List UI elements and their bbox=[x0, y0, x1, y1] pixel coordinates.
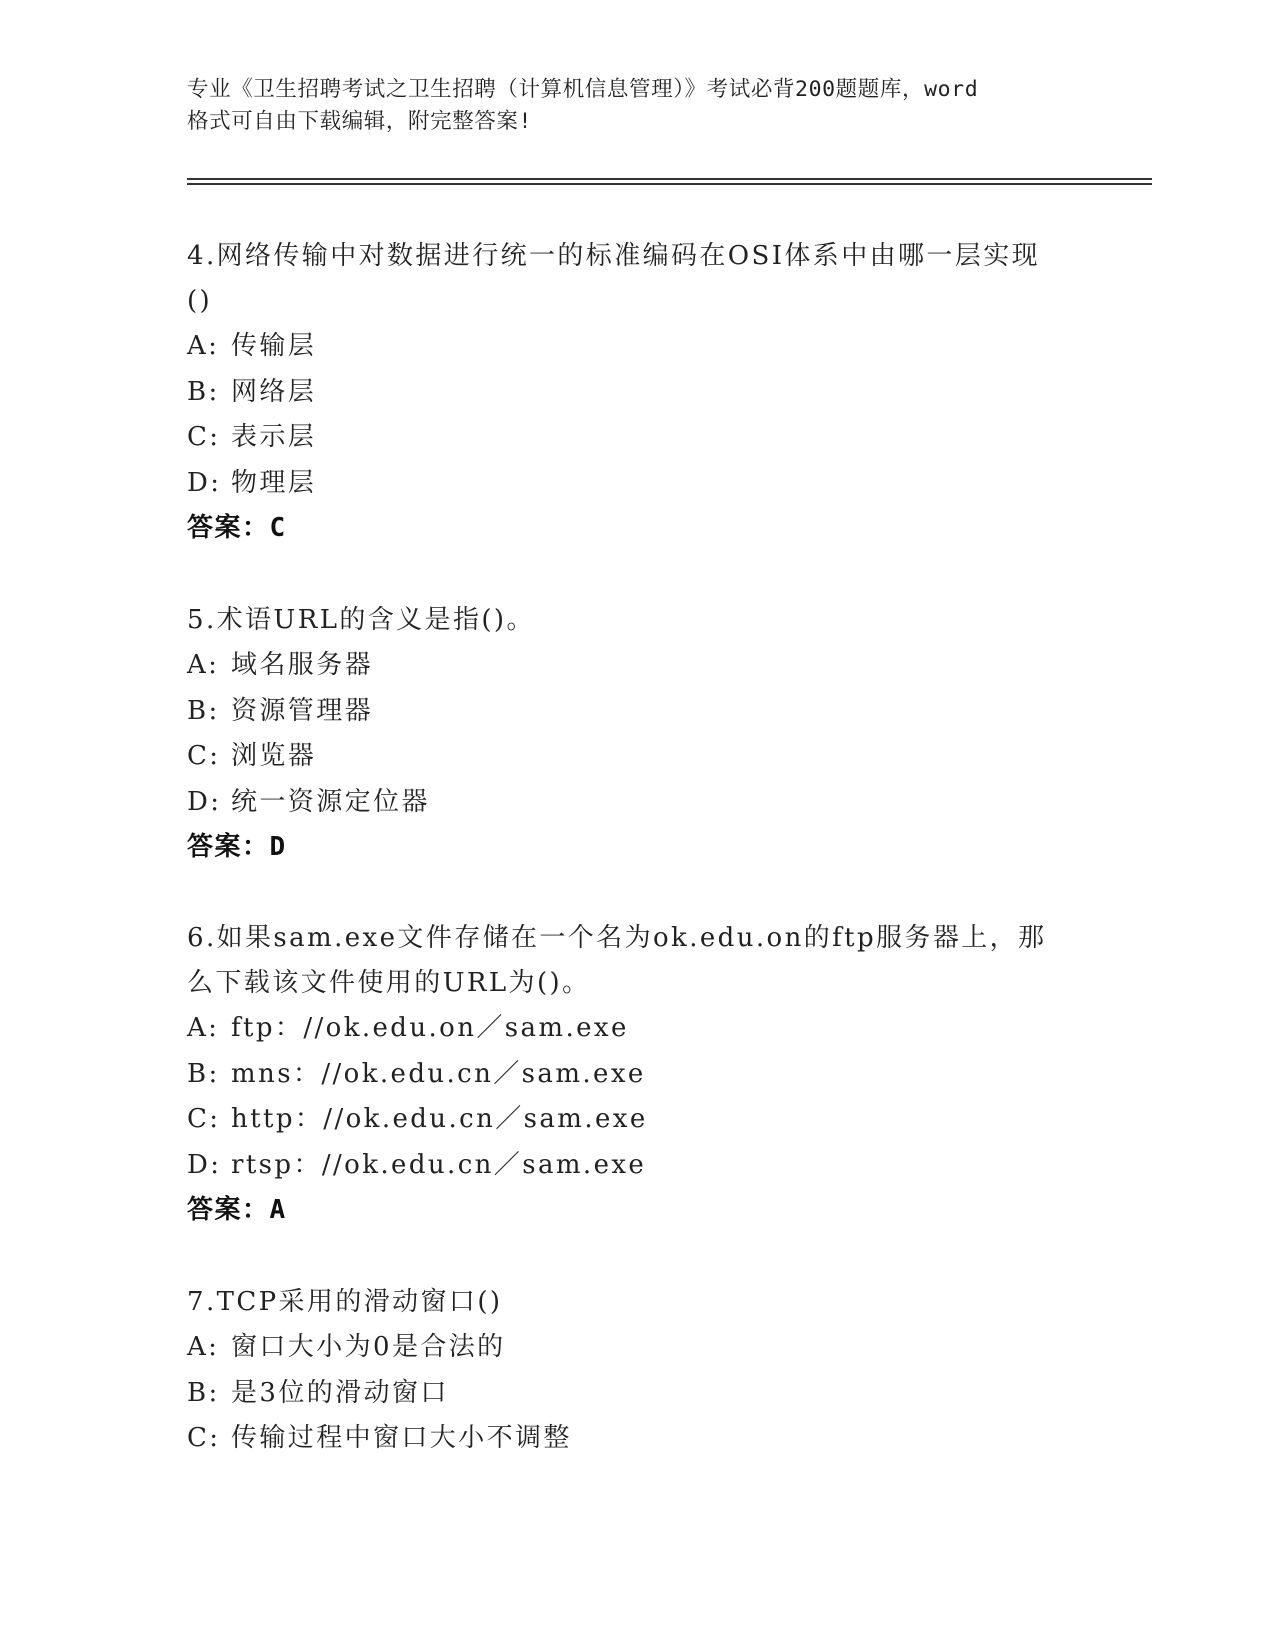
option-text: 是3位的滑动窗口 bbox=[231, 1377, 449, 1408]
question-stem: 6.如果sam.exe文件存储在一个名为ok.edu.on的ftp服务器上，那 bbox=[187, 923, 1047, 953]
option-letter: B: bbox=[187, 1058, 220, 1089]
option-letter: A: bbox=[187, 650, 220, 680]
option-c bbox=[187, 1416, 1067, 1462]
option-letter: B: bbox=[187, 695, 220, 726]
option-letter: C: bbox=[187, 1423, 221, 1453]
option-text: rtsp：//ok.edu.cn／sam.exe bbox=[231, 1149, 647, 1180]
answer-label: 答案：D bbox=[187, 832, 287, 862]
option-letter: C: bbox=[187, 741, 221, 771]
option-text: 统一资源定位器 bbox=[231, 786, 430, 817]
question-stem-continued: () bbox=[187, 286, 213, 316]
option-letter: A: bbox=[187, 331, 220, 361]
option-text: 表示层 bbox=[231, 422, 317, 452]
question-7 bbox=[187, 1280, 1067, 1462]
document-title bbox=[187, 74, 1087, 138]
question-5 bbox=[187, 598, 1067, 870]
header-divider-bottom bbox=[187, 183, 1152, 185]
question-6 bbox=[187, 916, 1067, 1233]
option-b bbox=[187, 1371, 1067, 1417]
option-b bbox=[187, 1052, 1067, 1098]
option-text: 窗口大小为0是合法的 bbox=[231, 1332, 506, 1362]
option-a bbox=[187, 1325, 1067, 1371]
option-text: ftp：//ok.edu.on／sam.exe bbox=[231, 1013, 629, 1043]
question-stem: 7.TCP采用的滑动窗口() bbox=[187, 1287, 503, 1317]
option-d bbox=[187, 461, 1067, 507]
option-letter: B: bbox=[187, 1377, 220, 1408]
option-text: 资源管理器 bbox=[231, 695, 374, 726]
option-letter: D: bbox=[187, 786, 222, 817]
option-a bbox=[187, 643, 1067, 689]
option-c bbox=[187, 734, 1067, 780]
question-4 bbox=[187, 234, 1067, 551]
option-text: 传输过程中窗口大小不调整 bbox=[231, 1423, 572, 1453]
question-stem: 5.术语URL的含义是指()。 bbox=[187, 605, 535, 635]
option-text: 域名服务器 bbox=[231, 650, 374, 680]
option-text: 传输层 bbox=[231, 331, 317, 361]
option-text: 网络层 bbox=[231, 376, 317, 407]
option-letter: A: bbox=[187, 1013, 220, 1043]
question-stem-continued: 么下载该文件使用的URL为()。 bbox=[187, 968, 591, 998]
option-letter: C: bbox=[187, 1104, 221, 1134]
option-text: mns：//ok.edu.cn／sam.exe bbox=[231, 1058, 646, 1089]
option-text: 物理层 bbox=[231, 467, 317, 498]
option-a bbox=[187, 1006, 1067, 1052]
option-c bbox=[187, 1097, 1067, 1143]
header-divider-top bbox=[187, 178, 1152, 180]
option-text: 浏览器 bbox=[231, 741, 317, 771]
option-letter: D: bbox=[187, 1149, 222, 1180]
document-title-line-2: 格式可自由下载编辑，附完整答案! bbox=[187, 109, 533, 134]
option-text: http：//ok.edu.cn／sam.exe bbox=[231, 1104, 648, 1134]
option-b bbox=[187, 370, 1067, 416]
option-letter: D: bbox=[187, 467, 222, 498]
option-c bbox=[187, 415, 1067, 461]
answer-label: 答案：C bbox=[187, 513, 287, 543]
option-d bbox=[187, 1143, 1067, 1189]
question-stem: 4.网络传输中对数据进行统一的标准编码在OSI体系中由哪一层实现 bbox=[187, 241, 1041, 271]
option-d bbox=[187, 780, 1067, 826]
option-a bbox=[187, 324, 1067, 370]
document-title-line-1: 专业《卫生招聘考试之卫生招聘（计算机信息管理）》考试必背200题题库，word bbox=[187, 77, 979, 102]
answer-label: 答案：A bbox=[187, 1195, 287, 1225]
option-letter: C: bbox=[187, 422, 221, 452]
option-letter: A: bbox=[187, 1332, 220, 1362]
option-letter: B: bbox=[187, 376, 220, 407]
option-b bbox=[187, 689, 1067, 735]
